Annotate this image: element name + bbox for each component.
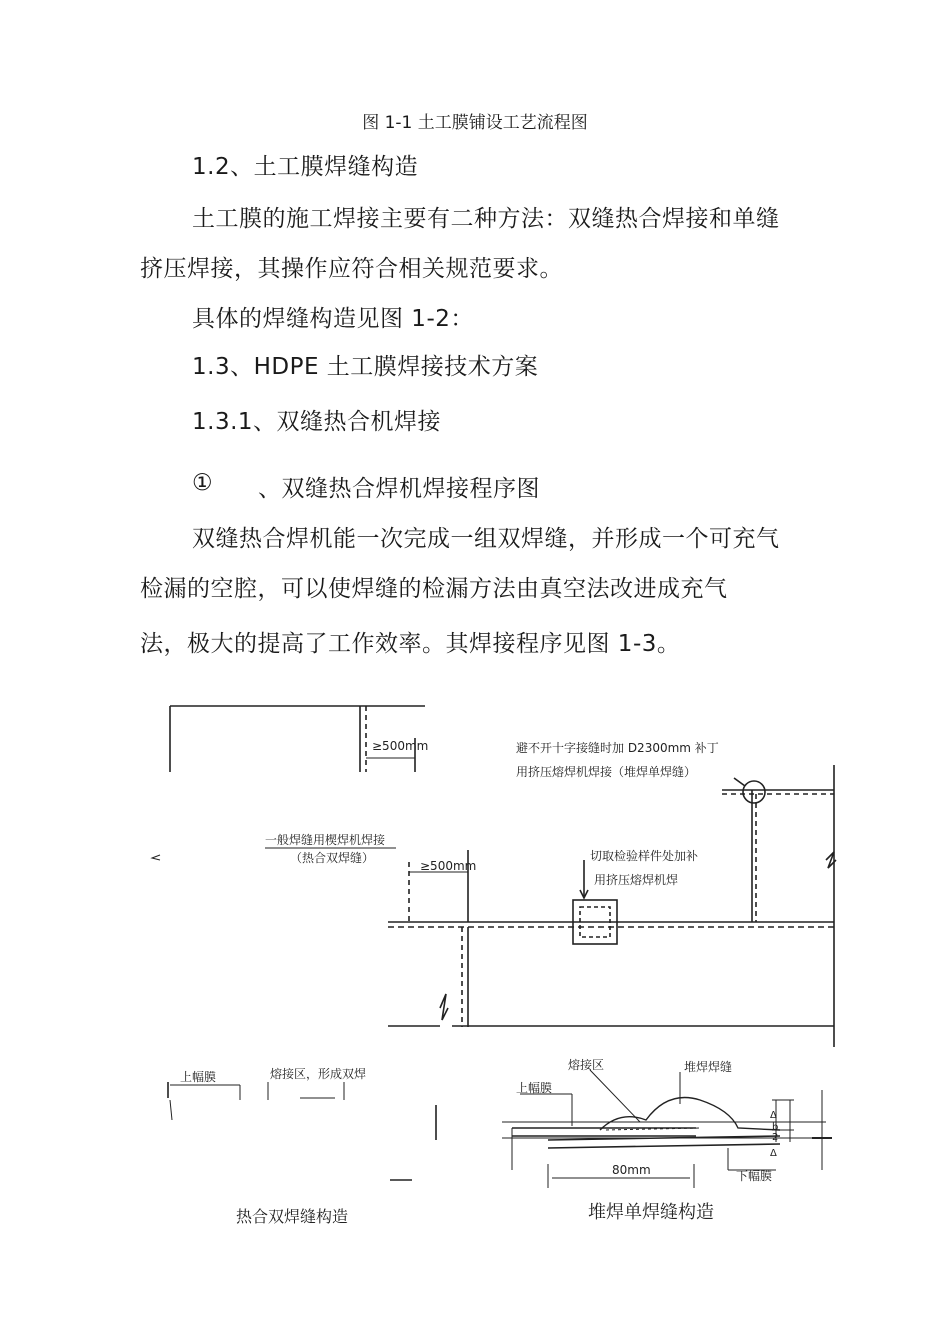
figure-caption: 图 1-1 土工膜铺设工艺流程图: [362, 113, 588, 133]
right-zone-label: 熔接区: [568, 1058, 605, 1072]
right-dim: 80mm: [612, 1163, 651, 1177]
left-detail-caption: 热合双焊缝构造: [236, 1207, 349, 1226]
paragraph-line: 具体的焊缝构造见图 1-2：: [192, 306, 474, 332]
note-cut-line1: 切取检验样件处加补: [590, 849, 699, 863]
note-patch-line1: 避不开十字接缝时加 D2300mm 补丁: [516, 741, 719, 755]
paragraph-line: 检漏的空腔，可以使焊缝的检漏方法由真空法改进成充气: [140, 576, 728, 602]
delta-2: 2: [772, 1132, 779, 1143]
left-upper-label: 上幅膜: [180, 1070, 217, 1084]
left-zone-label: 熔接区，形成双焊: [270, 1067, 367, 1081]
weld-structure-figure: [0, 690, 950, 1250]
dim-label-mid: ≥500mm: [420, 859, 477, 873]
paragraph-line: 法，极大的提高了工作效率。其焊接程序见图 1-3。: [140, 631, 681, 657]
paragraph-line: 双缝热合焊机能一次完成一组双焊缝，并形成一个可充气: [192, 526, 780, 552]
note-general-line1: 一般焊缝用楔焊机焊接: [265, 833, 386, 847]
subsection-heading: 、双缝热合焊机焊接程序图: [258, 476, 540, 502]
right-upper-label: 上幅膜: [516, 1081, 553, 1095]
section-heading-1-3-1: 1.3.1、双缝热合机焊接: [192, 409, 442, 435]
delta-top: Δ: [770, 1110, 777, 1121]
circled-number: ①: [192, 470, 214, 496]
section-heading-1-3: 1.3、HDPE 土工膜焊接技术方案: [192, 354, 539, 380]
dim-label-top: ≥500mm: [372, 739, 429, 753]
note-cut-line2: 用挤压熔焊机焊: [594, 873, 679, 887]
note-general-line2: （热合双焊缝）: [290, 851, 375, 865]
section-heading-1-2: 1.2、土工膜焊缝构造: [192, 154, 419, 180]
right-detail-caption: 堆焊单焊缝构造: [588, 1202, 714, 1223]
delta-b: b: [772, 1122, 779, 1133]
paragraph-line: 土工膜的施工焊接主要有二种方法：双缝热合焊接和单缝: [192, 206, 780, 232]
paragraph-line: 挤压焊接，其操作应符合相关规范要求。: [140, 256, 563, 282]
right-lower-label: 下幅膜: [736, 1169, 773, 1183]
note-patch-line2: 用挤压熔焊机焊接（堆焊单焊缝）: [516, 765, 697, 779]
right-weld-label: 堆焊焊缝: [684, 1060, 733, 1074]
delta-bottom: Δ: [770, 1148, 777, 1159]
